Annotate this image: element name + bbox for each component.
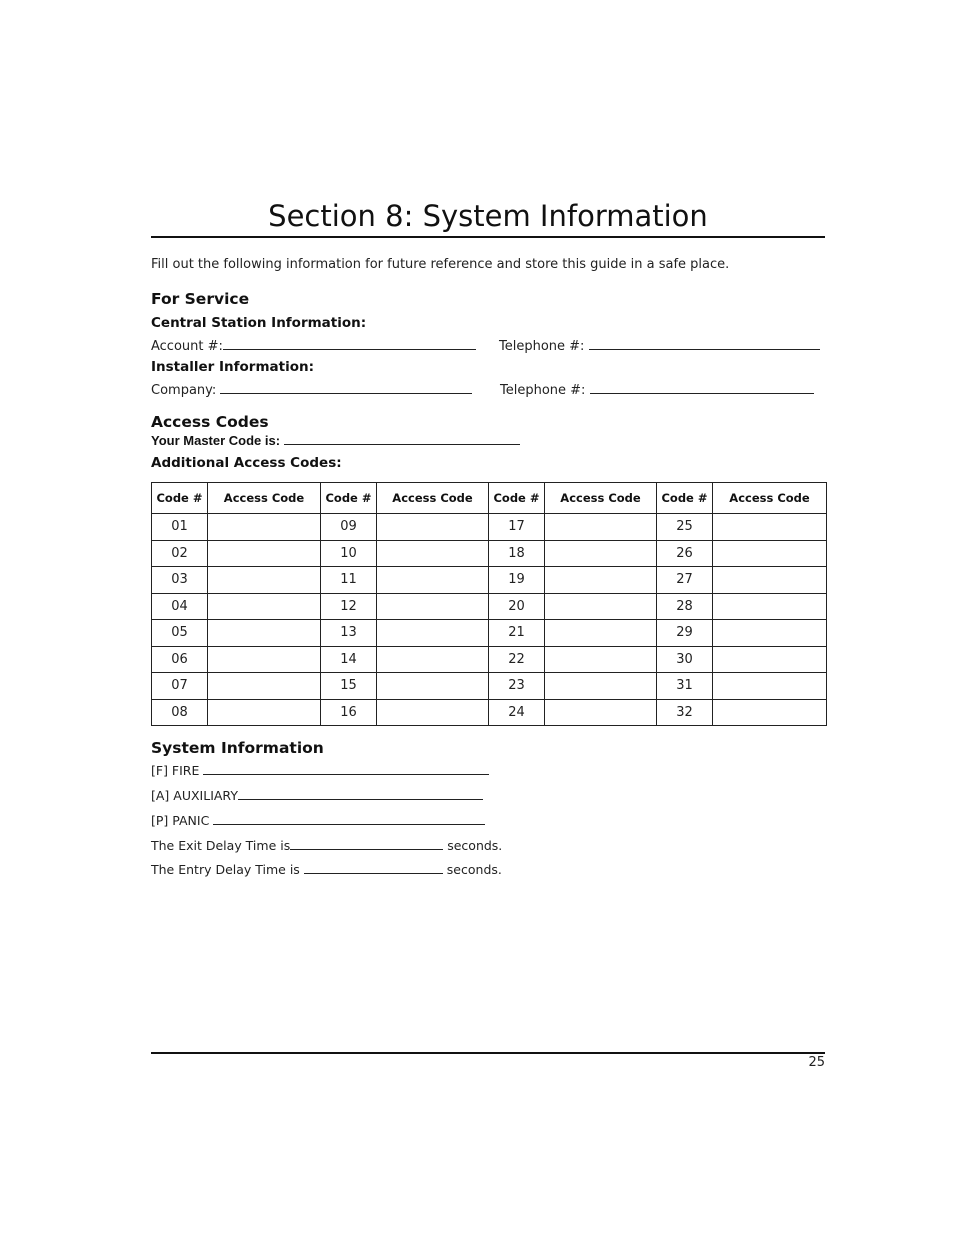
master-code-row <box>151 431 520 448</box>
code-number: 21 <box>489 620 545 647</box>
code-number: 06 <box>152 646 208 673</box>
column-header: Access Code <box>377 483 489 514</box>
code-number: 28 <box>657 593 713 620</box>
access-code-cell[interactable] <box>377 514 489 541</box>
access-code-cell[interactable] <box>377 620 489 647</box>
table-row <box>152 567 827 594</box>
access-code-cell[interactable] <box>377 567 489 594</box>
code-number: 11 <box>321 567 377 594</box>
installer-telephone-row <box>500 380 814 398</box>
table-row <box>152 514 827 541</box>
master-code-field[interactable] <box>284 431 520 445</box>
code-number: 15 <box>321 673 377 700</box>
code-number: 24 <box>489 699 545 726</box>
code-number: 30 <box>657 646 713 673</box>
code-number: 20 <box>489 593 545 620</box>
code-number: 19 <box>489 567 545 594</box>
exit-delay-row <box>151 836 502 853</box>
code-number: 27 <box>657 567 713 594</box>
access-code-cell[interactable] <box>208 699 321 726</box>
access-code-cell[interactable] <box>377 699 489 726</box>
access-code-cell[interactable] <box>208 593 321 620</box>
table-row <box>152 540 827 567</box>
access-code-cell[interactable] <box>377 673 489 700</box>
code-number: 04 <box>152 593 208 620</box>
fire-field[interactable] <box>203 761 489 775</box>
panic-label: [P] PANIC <box>151 813 210 828</box>
access-code-cell[interactable] <box>208 540 321 567</box>
panic-field[interactable] <box>213 811 485 825</box>
page-number: 25 <box>808 1055 825 1070</box>
access-code-cell[interactable] <box>713 593 827 620</box>
access-code-cell[interactable] <box>713 699 827 726</box>
code-number: 18 <box>489 540 545 567</box>
column-header: Access Code <box>208 483 321 514</box>
column-header: Code # <box>489 483 545 514</box>
system-information-heading: System Information <box>151 739 324 757</box>
access-code-cell[interactable] <box>713 567 827 594</box>
installer-telephone-field[interactable] <box>590 380 814 394</box>
central-telephone-row <box>499 336 820 354</box>
code-number: 01 <box>152 514 208 541</box>
table-header-row <box>152 483 827 514</box>
access-code-cell[interactable] <box>377 593 489 620</box>
fire-label: [F] FIRE <box>151 763 200 778</box>
code-number: 02 <box>152 540 208 567</box>
access-code-cell[interactable] <box>545 673 657 700</box>
account-row <box>151 336 476 354</box>
code-number: 05 <box>152 620 208 647</box>
auxiliary-label: [A] AUXILIARY <box>151 788 238 803</box>
access-code-cell[interactable] <box>208 514 321 541</box>
central-telephone-label: Telephone #: <box>499 339 585 354</box>
column-header: Code # <box>321 483 377 514</box>
access-codes-table <box>151 482 827 726</box>
table-row <box>152 673 827 700</box>
exit-delay-field[interactable] <box>290 836 443 850</box>
panic-row <box>151 811 485 828</box>
code-number: 07 <box>152 673 208 700</box>
code-number: 10 <box>321 540 377 567</box>
code-number: 08 <box>152 699 208 726</box>
access-code-cell[interactable] <box>545 567 657 594</box>
company-row <box>151 380 472 398</box>
entry-delay-field[interactable] <box>304 860 443 874</box>
code-number: 26 <box>657 540 713 567</box>
central-station-heading: Central Station Information: <box>151 315 367 331</box>
account-field[interactable] <box>223 336 476 350</box>
installer-heading: Installer Information: <box>151 359 314 375</box>
access-code-cell[interactable] <box>545 646 657 673</box>
entry-delay-label: The Entry Delay Time is <box>151 862 300 877</box>
code-number: 32 <box>657 699 713 726</box>
installer-telephone-label: Telephone #: <box>500 383 586 398</box>
code-number: 25 <box>657 514 713 541</box>
table-row <box>152 620 827 647</box>
access-code-cell[interactable] <box>545 540 657 567</box>
company-field[interactable] <box>220 380 472 394</box>
table-row <box>152 646 827 673</box>
code-number: 29 <box>657 620 713 647</box>
company-label: Company: <box>151 383 217 398</box>
access-code-cell[interactable] <box>545 514 657 541</box>
exit-seconds-label: seconds. <box>447 838 503 853</box>
auxiliary-row <box>151 786 483 803</box>
table-row <box>152 593 827 620</box>
column-header: Code # <box>152 483 208 514</box>
access-code-cell[interactable] <box>713 646 827 673</box>
intro-text: Fill out the following information for future reference and store this guide in a safe place. <box>151 257 730 272</box>
entry-delay-row <box>151 860 502 877</box>
column-header: Access Code <box>713 483 827 514</box>
account-label: Account #: <box>151 339 223 354</box>
for-service-heading: For Service <box>151 290 250 308</box>
access-code-cell[interactable] <box>713 673 827 700</box>
column-header: Code # <box>657 483 713 514</box>
central-telephone-field[interactable] <box>589 336 820 350</box>
master-code-label: Your Master Code is: <box>151 433 281 448</box>
access-codes-heading: Access Codes <box>151 413 269 431</box>
code-number: 13 <box>321 620 377 647</box>
access-code-cell[interactable] <box>545 593 657 620</box>
access-code-cell[interactable] <box>208 673 321 700</box>
fire-row <box>151 761 489 778</box>
code-number: 03 <box>152 567 208 594</box>
access-code-cell[interactable] <box>545 620 657 647</box>
code-number: 17 <box>489 514 545 541</box>
access-code-cell[interactable] <box>208 646 321 673</box>
entry-seconds-label: seconds. <box>446 862 502 877</box>
code-number: 31 <box>657 673 713 700</box>
table-row <box>152 699 827 726</box>
access-code-cell[interactable] <box>208 567 321 594</box>
access-code-cell[interactable] <box>377 540 489 567</box>
code-number: 16 <box>321 699 377 726</box>
column-header: Access Code <box>545 483 657 514</box>
code-number: 23 <box>489 673 545 700</box>
access-code-cell[interactable] <box>545 699 657 726</box>
access-code-cell[interactable] <box>713 514 827 541</box>
title-divider <box>151 236 825 238</box>
code-number: 12 <box>321 593 377 620</box>
code-number: 09 <box>321 514 377 541</box>
page-title: Section 8: System Information <box>268 199 708 233</box>
exit-delay-label: The Exit Delay Time is <box>151 838 291 853</box>
access-code-cell[interactable] <box>208 620 321 647</box>
access-code-cell[interactable] <box>377 646 489 673</box>
additional-codes-heading: Additional Access Codes: <box>151 455 342 471</box>
access-code-cell[interactable] <box>713 540 827 567</box>
code-number: 22 <box>489 646 545 673</box>
code-number: 14 <box>321 646 377 673</box>
auxiliary-field[interactable] <box>238 786 483 800</box>
access-code-cell[interactable] <box>713 620 827 647</box>
footer-divider <box>151 1052 825 1054</box>
